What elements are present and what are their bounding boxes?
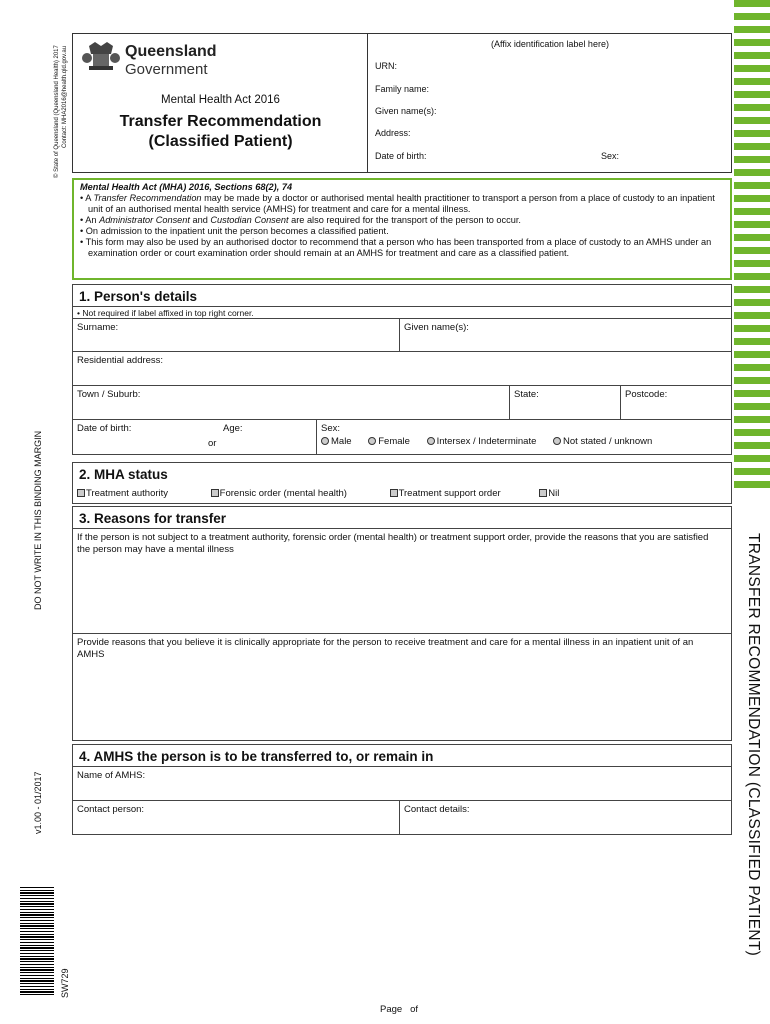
id-family-name: Family name: [375, 84, 430, 94]
sex-intersex-option[interactable]: Intersex / Indeterminate [427, 436, 537, 447]
brand-line1: Queensland [125, 43, 217, 60]
copyright-text: © State of Queensland (Queensland Health) 2017 [54, 45, 60, 178]
intersex-radio[interactable] [427, 437, 435, 445]
given-names-label: Given name(s): [404, 322, 469, 333]
reason-mental-illness-field[interactable] [73, 529, 731, 634]
residential-address-field[interactable]: Residential address: [77, 355, 164, 366]
section-4-title: 4. AMHS the person is to be transferred to, or remain in [73, 745, 731, 767]
binding-margin-text: DO NOT WRITE IN THIS BINDING MARGIN [33, 430, 43, 610]
page-number: Page of [380, 1004, 419, 1015]
or-label: or [208, 438, 217, 449]
info-bullet-2: • An Administrator Consent and Custodian Consent are also required for the transport of the person to occur. [80, 215, 521, 225]
sex-female-option[interactable]: Female [368, 436, 410, 447]
sex-not-stated-option[interactable]: Not stated / unknown [553, 436, 652, 447]
forensic-order-checkbox[interactable] [211, 489, 219, 497]
town-row [73, 386, 731, 420]
sex-label: Sex: [321, 423, 341, 434]
state-field[interactable] [509, 386, 620, 419]
section-persons-details [72, 284, 732, 455]
version-text: v1.00 - 01/2017 [33, 771, 43, 834]
section-1-title: 1. Person's details [73, 285, 731, 307]
postcode-field[interactable] [620, 386, 731, 419]
name-row [73, 319, 731, 352]
form-code: SW729 [60, 968, 70, 998]
female-radio[interactable] [368, 437, 376, 445]
contact-text: Contact: MHA2016@health.qld.gov.au [62, 45, 68, 148]
header-title-panel [73, 34, 368, 172]
contact-details-label: Contact details: [404, 804, 470, 815]
legislation-info-box [72, 178, 732, 280]
surname-field[interactable]: Surname: [77, 322, 119, 333]
form-header [72, 33, 732, 173]
section-amhs [72, 744, 732, 835]
form-title-line2: (Classified Patient) [148, 133, 293, 150]
dob-field[interactable]: Date of birth: [77, 423, 132, 434]
reason-clinical-prompt: Provide reasons that you believe it is clinically appropriate for the person to receive treatment and care for a mental illness in an inpatient unit of an AMHS [77, 637, 694, 660]
reason-mental-illness-prompt: If the person is not subject to a treatment authority, forensic order (mental health) or treatment support order, provide the reasons that you are satisfied the person may have a mental illness [77, 532, 709, 555]
treatment-support-checkbox[interactable] [390, 489, 398, 497]
forensic-order-option[interactable]: Forensic order (mental health) [211, 488, 347, 499]
contact-person-field[interactable]: Contact person: [77, 804, 145, 815]
amhs-name-field[interactable] [73, 767, 731, 801]
barcode [20, 887, 54, 995]
id-label-panel[interactable] [369, 34, 731, 172]
form-title [73, 112, 368, 152]
info-bullet-4: • This form may also be used by an authorised doctor to recommend that a person who has been transported from a place of custody to an AMHS under an examination order or court examination order should remain at an AMHS for treatment and care as a classified patient. [80, 237, 712, 258]
label-note: • Not required if label affixed in top right corner. [77, 308, 254, 318]
info-bullet-3: • On admission to the inpatient unit the person becomes a classified patient. [80, 226, 389, 236]
act-name: Mental Health Act 2016 [161, 94, 280, 106]
postcode-label: Postcode: [625, 389, 668, 400]
nil-option[interactable]: Nil [539, 488, 559, 499]
amhs-name-label: Name of AMHS: [77, 770, 146, 781]
section-2-title: 2. MHA status [79, 467, 168, 482]
treatment-authority-option[interactable]: Treatment authority [77, 488, 168, 499]
sex-male-option[interactable]: Male [321, 436, 352, 447]
town-suburb-field[interactable]: Town / Suburb: [77, 389, 141, 400]
info-heading: Mental Health Act (MHA) 2016, Sections 68(2), 74 [80, 182, 293, 192]
info-bullet-1: • A Transfer Recommendation may be made by a doctor or authorised mental health practitioner to transport a person from a place of custody to an inpatient unit of an authorised mental health service (AMHS) for treatment and care for a mental illness. [80, 193, 715, 214]
side-title: TRANSFER RECOMMENDATION (CLASSIFIED PATIENT) [745, 533, 762, 957]
queensland-crest-icon [81, 40, 121, 72]
treatment-authority-checkbox[interactable] [77, 489, 85, 497]
section-mha-status [72, 462, 732, 504]
form-title-line1: Transfer Recommendation [119, 113, 322, 130]
section-reasons-for-transfer [72, 506, 732, 741]
male-radio[interactable] [321, 437, 329, 445]
reason-clinical-field[interactable] [73, 634, 731, 740]
id-sex: Sex: [601, 151, 620, 161]
address-row [73, 352, 731, 386]
mha-status-options [77, 488, 559, 499]
given-names-field[interactable] [399, 319, 731, 351]
id-urn: URN: [375, 61, 397, 71]
contact-details-field[interactable] [399, 801, 731, 834]
label-note-row [73, 307, 731, 319]
contact-row [73, 801, 731, 834]
id-address: Address: [375, 128, 411, 138]
sex-field [316, 420, 731, 454]
nil-checkbox[interactable] [539, 489, 547, 497]
id-given-names: Given name(s): [375, 106, 437, 116]
treatment-support-option[interactable]: Treatment support order [390, 488, 501, 499]
not-stated-radio[interactable] [553, 437, 561, 445]
green-margin-stripe [734, 0, 770, 500]
affix-label-text: (Affix identification label here) [491, 39, 609, 49]
age-label: Age: [223, 423, 243, 434]
dob-sex-row [73, 420, 731, 454]
section-3-title: 3. Reasons for transfer [73, 507, 731, 529]
id-dob: Date of birth: [375, 151, 427, 161]
state-label: State: [514, 389, 539, 400]
brand-line2: Government [125, 61, 208, 78]
